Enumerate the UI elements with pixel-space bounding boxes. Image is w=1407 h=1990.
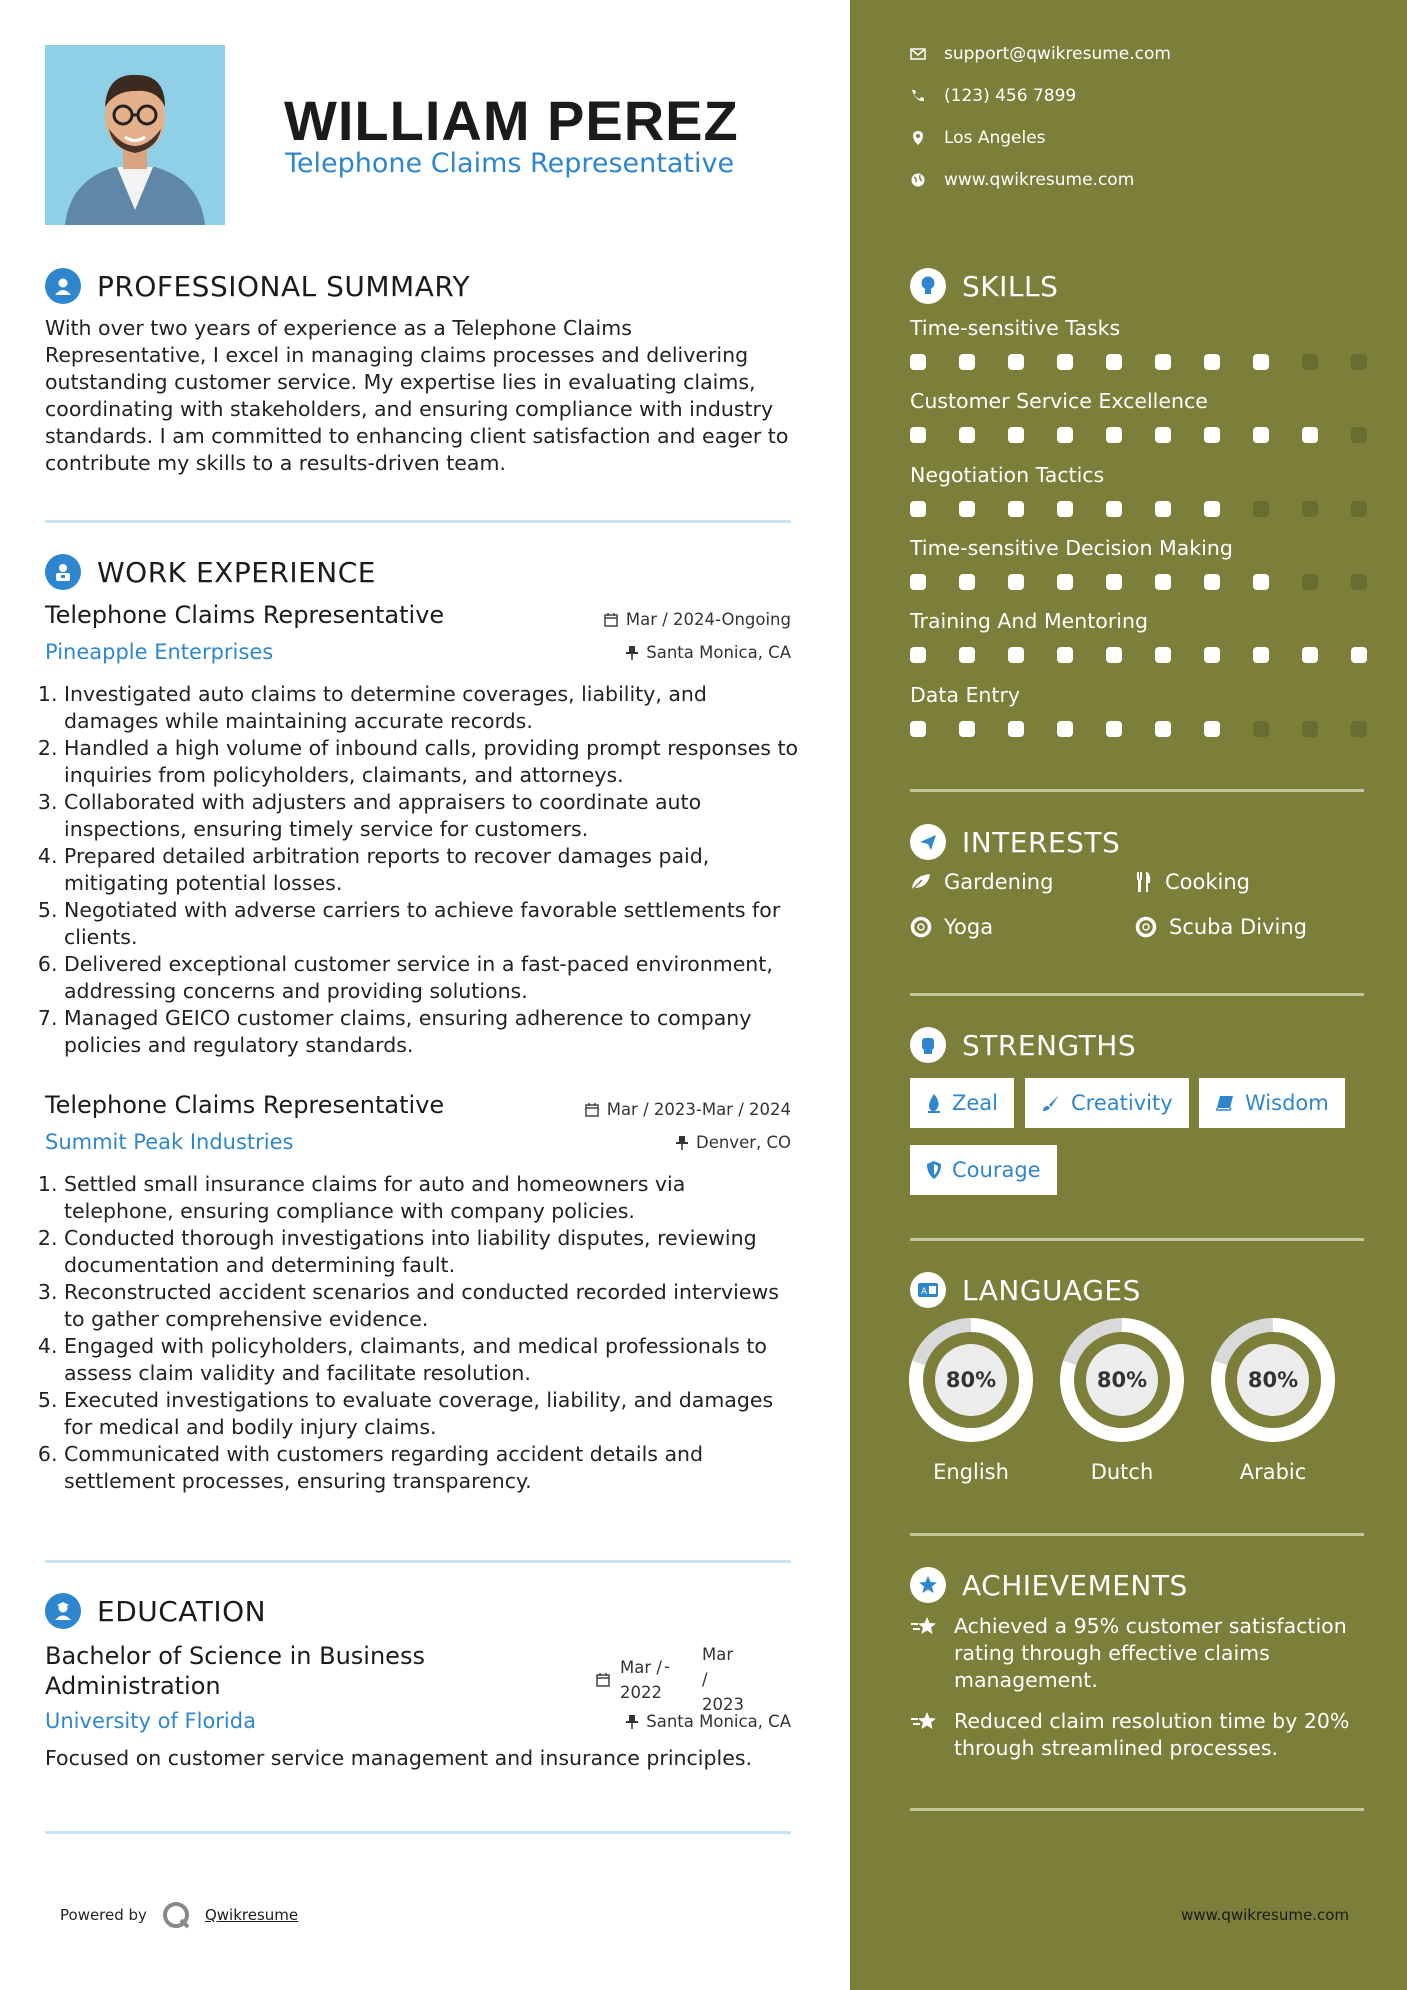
interest-label: Gardening [944, 870, 1054, 894]
duty-item: 5. Executed investigations to evaluate coverage, liability, and damages for medical and bodily injury claims. [64, 1387, 800, 1441]
envelope-icon [910, 48, 926, 60]
skill-dot-filled [910, 354, 926, 370]
language-ring [1060, 1318, 1184, 1442]
interest-item [1135, 915, 1307, 939]
strength-badge [910, 1145, 1057, 1195]
achievements-title: ACHIEVEMENTS [962, 1568, 1188, 1602]
profile-photo [45, 45, 225, 225]
skill-dot-filled [1302, 647, 1318, 663]
sidebar-divider [910, 1808, 1364, 1811]
job-location-text: Santa Monica, CA [646, 643, 791, 662]
skill-dot-filled [1057, 427, 1073, 443]
map-marker-icon [910, 130, 926, 146]
summary-title: PROFESSIONAL SUMMARY [97, 269, 471, 303]
education-dates [596, 1642, 744, 1717]
strength-badge [1199, 1078, 1345, 1128]
sidebar [850, 0, 1407, 1990]
skill-dot-filled [1204, 501, 1220, 517]
duty-item: 3. Collaborated with adjusters and appraisers to coordinate auto inspections, ensuring timely service for customers. [64, 789, 800, 843]
achievements-heading [910, 1567, 1188, 1603]
skill-dot-filled [959, 427, 975, 443]
language-item [1060, 1318, 1184, 1484]
phone-text: (123) 456 7899 [944, 86, 1077, 106]
strength-label: Courage [952, 1158, 1041, 1182]
paint-brush-icon [1041, 1093, 1061, 1113]
languages-title: LANGUAGES [962, 1273, 1141, 1307]
calendar-icon [585, 1103, 599, 1117]
skill-dot-empty [1302, 574, 1318, 590]
job-dates-text: Mar / 2023-Mar / 2024 [606, 1100, 791, 1119]
interest-item [1135, 870, 1250, 894]
job-dates [604, 610, 791, 629]
contact-website [910, 170, 1134, 190]
book-icon [1215, 1094, 1235, 1112]
skill-dot-filled [1008, 501, 1024, 517]
education-description: Focused on customer service management and insurance principles. [45, 1746, 753, 1770]
lightbulb-icon [910, 268, 946, 304]
skill-dot-filled [1106, 354, 1122, 370]
start-date-year: 2022 [620, 1682, 662, 1702]
skill-dot-filled [1253, 574, 1269, 590]
skill-name: Time-sensitive Decision Making [910, 536, 1233, 560]
sidebar-divider [910, 1238, 1364, 1241]
skill-dot-filled [1106, 501, 1122, 517]
sidebar-divider [910, 1533, 1364, 1536]
strength-badge [1025, 1078, 1189, 1128]
graduate-icon [45, 1593, 81, 1629]
skill-dot-filled [1057, 647, 1073, 663]
duty-item: 5. Negotiated with adverse carriers to achieve favorable settlements for clients. [64, 897, 800, 951]
skill-dot-filled [1204, 427, 1220, 443]
skill-dot-filled [1204, 647, 1220, 663]
degree-name: Bachelor of Science in Business Administration [45, 1642, 425, 1700]
lifebuoy-icon [910, 916, 932, 938]
calendar-icon [604, 613, 618, 627]
skills-title: SKILLS [962, 269, 1059, 303]
skill-rating [910, 427, 1367, 443]
user-icon [45, 268, 81, 304]
skill-dot-filled [1008, 647, 1024, 663]
sidebar-divider [910, 789, 1364, 792]
skill-dot-empty [1351, 721, 1367, 737]
education-heading [45, 1593, 266, 1629]
skills-heading [910, 268, 1058, 304]
contact-email [910, 44, 1171, 64]
skill-dot-filled [1155, 354, 1171, 370]
duty-item: 2. Conducted thorough investigations into liability disputes, reviewing documentation and determining fault. [64, 1225, 800, 1279]
duty-item: 6. Delivered exceptional customer service in a fast-paced environment, addressing concerns and providing solutions. [64, 951, 800, 1005]
skill-dot-filled [959, 574, 975, 590]
skill-dot-filled [959, 721, 975, 737]
skill-dot-filled [910, 721, 926, 737]
end-date-month: Mar / [702, 1645, 734, 1689]
interest-label: Scuba Diving [1169, 915, 1307, 939]
globe-icon [910, 172, 926, 188]
language-item [909, 1318, 1033, 1484]
duty-item: 4. Engaged with policyholders, claimants, and medical professionals to assess claim validity and facilitate resolution. [64, 1333, 800, 1387]
interests-heading [910, 824, 1120, 860]
job-title: Telephone Claims Representative [45, 601, 445, 629]
interests-title: INTERESTS [962, 825, 1121, 859]
skill-name: Training And Mentoring [910, 609, 1148, 633]
skill-dot-filled [1155, 647, 1171, 663]
skill-dot-filled [1106, 574, 1122, 590]
job-dates [585, 1100, 791, 1119]
skill-dot-filled [959, 354, 975, 370]
company-name: Pineapple Enterprises [45, 640, 274, 664]
interest-item [910, 870, 1053, 894]
sidebar-divider [910, 993, 1364, 996]
language-name: Dutch [1090, 1460, 1154, 1484]
language-ring-inner [1074, 1332, 1170, 1428]
skill-dot-filled [1008, 354, 1024, 370]
job-location-text: Denver, CO [695, 1133, 791, 1152]
qwikresume-logo-icon [161, 1900, 191, 1930]
language-ring-inner [1225, 1332, 1321, 1428]
education-title: EDUCATION [97, 1594, 267, 1628]
date-separator: - [664, 1657, 670, 1676]
footer-url[interactable]: www.qwikresume.com [1181, 1906, 1349, 1924]
job-duties [40, 681, 800, 1059]
skill-rating [910, 574, 1367, 590]
experience-heading [45, 554, 376, 590]
skill-dot-filled [959, 501, 975, 517]
job-dates-text: Mar / 2024-Ongoing [625, 610, 791, 629]
candidate-title: Telephone Claims Representative [285, 148, 735, 179]
duty-item: 2. Handled a high volume of inbound calls, providing prompt responses to inquiries from policyholders, claimants, and attorneys. [64, 735, 800, 789]
duty-item: 4. Prepared detailed arbitration reports to recover damages paid, mitigating potential losses. [64, 843, 800, 897]
duty-item: 6. Communicated with customers regarding accident details and settlement processes, ensuring transparency. [64, 1441, 800, 1495]
location-text: Los Angeles [944, 128, 1046, 148]
star-icon [910, 1615, 940, 1639]
duty-item: 1. Investigated auto claims to determine coverages, liability, and damages while maintaining accurate records. [64, 681, 800, 735]
briefcase-user-icon [45, 554, 81, 590]
languages-heading [910, 1272, 1141, 1308]
skill-dot-filled [1008, 427, 1024, 443]
language-ring-inner [923, 1332, 1019, 1428]
skill-rating [910, 647, 1367, 663]
school-name: University of Florida [45, 1709, 256, 1733]
education-location [626, 1712, 791, 1731]
education-location-text: Santa Monica, CA [646, 1712, 791, 1731]
summary-text: With over two years of experience as a Telephone Claims Representative, I excel in managing claims processes and delivering outstanding customer service. My expertise lies in evaluating claims, coordinating with stakeholders, and ensuring compliance with industry standards. I am committed to enhancing client satisfaction and eager to contribute my skills to a results-driven team. [45, 316, 789, 475]
fire-icon [926, 1093, 942, 1113]
job-title: Telephone Claims Representative [45, 1091, 445, 1119]
language-ring [909, 1318, 1033, 1442]
language-percent: 80% [935, 1344, 1007, 1416]
pin-icon [626, 646, 638, 660]
skill-dot-filled [1155, 721, 1171, 737]
fist-icon [910, 1027, 946, 1063]
skill-dot-filled [1008, 721, 1024, 737]
language-icon [910, 1272, 946, 1308]
interest-item [910, 915, 993, 939]
skill-dot-filled [1106, 721, 1122, 737]
skill-name: Time-sensitive Tasks [910, 316, 1121, 340]
job-duties [40, 1171, 800, 1495]
skill-dot-filled [1204, 354, 1220, 370]
skill-dot-filled [1106, 647, 1122, 663]
skill-dot-filled [1302, 427, 1318, 443]
skill-dot-filled [910, 501, 926, 517]
skill-dot-filled [1253, 647, 1269, 663]
skill-rating [910, 721, 1367, 737]
cutlery-icon [1135, 871, 1153, 893]
paper-plane-icon [910, 824, 946, 860]
language-percent: 80% [1237, 1344, 1309, 1416]
duty-item: 7. Managed GEICO customer claims, ensuring adherence to company policies and regulatory standards. [64, 1005, 800, 1059]
shield-icon [926, 1160, 942, 1180]
company-name: Summit Peak Industries [45, 1130, 294, 1154]
duty-item: 1. Settled small insurance claims for auto and homeowners via telephone, ensuring compliance with company policies. [64, 1171, 800, 1225]
skill-dot-filled [1106, 427, 1122, 443]
skill-dot-empty [1253, 501, 1269, 517]
job-location [676, 1133, 791, 1152]
skill-rating [910, 501, 1367, 517]
duty-item: 3. Reconstructed accident scenarios and conducted recorded interviews to gather comprehensive evidence. [64, 1279, 800, 1333]
skill-dot-empty [1351, 501, 1367, 517]
qwikresume-link[interactable]: Qwikresume [204, 1906, 299, 1924]
footer-powered-by [60, 1900, 298, 1930]
interest-label: Cooking [1165, 870, 1250, 894]
powered-by-label: Powered by [60, 1906, 147, 1924]
skill-dot-empty [1253, 721, 1269, 737]
skill-dot-empty [1302, 721, 1318, 737]
star-badge-icon [910, 1567, 946, 1603]
summary-heading [45, 268, 470, 304]
language-item [1211, 1318, 1335, 1484]
skill-dot-filled [910, 647, 926, 663]
strength-label: Wisdom [1245, 1091, 1329, 1115]
skill-dot-filled [1155, 501, 1171, 517]
phone-icon [910, 89, 926, 103]
lifebuoy-icon [1135, 916, 1157, 938]
language-ring [1211, 1318, 1335, 1442]
achievement-text: Reduced claim resolution time by 20% through streamlined processes. [954, 1709, 1350, 1760]
skill-dot-filled [1253, 354, 1269, 370]
skill-dot-filled [1204, 574, 1220, 590]
skill-dot-filled [1008, 574, 1024, 590]
svg-text:A: A [921, 1287, 928, 1297]
skill-dot-empty [1351, 574, 1367, 590]
start-date-month: Mar / [620, 1657, 662, 1677]
calendar-icon [596, 1673, 610, 1687]
skill-dot-filled [1057, 354, 1073, 370]
skill-dot-empty [1302, 501, 1318, 517]
achievement-item [910, 1708, 1370, 1762]
strength-badge [910, 1078, 1014, 1128]
language-percent: 80% [1086, 1344, 1158, 1416]
skill-dot-filled [1057, 501, 1073, 517]
skill-dot-empty [1351, 354, 1367, 370]
website-text[interactable]: www.qwikresume.com [944, 170, 1135, 190]
strengths-heading [910, 1027, 1136, 1063]
skill-dot-filled [1204, 721, 1220, 737]
experience-title: WORK EXPERIENCE [97, 555, 376, 589]
skill-name: Customer Service Excellence [910, 389, 1208, 413]
email-text[interactable]: support@qwikresume.com [944, 44, 1171, 64]
interest-label: Yoga [944, 915, 994, 939]
candidate-name: WILLIAM PEREZ [284, 89, 739, 152]
skill-dot-filled [959, 647, 975, 663]
language-name: English [933, 1460, 1009, 1484]
skill-name: Negotiation Tactics [910, 463, 1105, 487]
pin-icon [626, 1715, 638, 1729]
section-divider [45, 520, 791, 523]
pin-icon [676, 1136, 688, 1150]
skill-dot-filled [910, 574, 926, 590]
skill-dot-filled [910, 427, 926, 443]
section-divider [45, 1831, 791, 1834]
language-name: Arabic [1239, 1460, 1307, 1484]
skill-dot-filled [1351, 647, 1367, 663]
skill-dot-filled [1057, 721, 1073, 737]
skill-dot-filled [1057, 574, 1073, 590]
contact-location [910, 128, 1046, 148]
star-icon [910, 1710, 940, 1734]
strength-label: Zeal [952, 1091, 999, 1115]
skill-name: Data Entry [910, 683, 1021, 707]
skill-dot-filled [1253, 427, 1269, 443]
skill-dot-empty [1302, 354, 1318, 370]
achievement-item [910, 1613, 1370, 1694]
job-location [626, 643, 791, 662]
skill-dot-filled [1155, 574, 1171, 590]
section-divider [45, 1560, 791, 1563]
leaf-icon [910, 872, 932, 892]
end-date-year: 2023 [702, 1695, 744, 1714]
skill-rating [910, 354, 1367, 370]
achievement-text: Achieved a 95% customer satisfaction rating through effective claims management. [954, 1614, 1347, 1692]
strength-label: Creativity [1071, 1091, 1173, 1115]
contact-phone [910, 86, 1076, 106]
skill-dot-filled [1155, 427, 1171, 443]
strengths-title: STRENGTHS [962, 1028, 1137, 1062]
skill-dot-empty [1351, 427, 1367, 443]
